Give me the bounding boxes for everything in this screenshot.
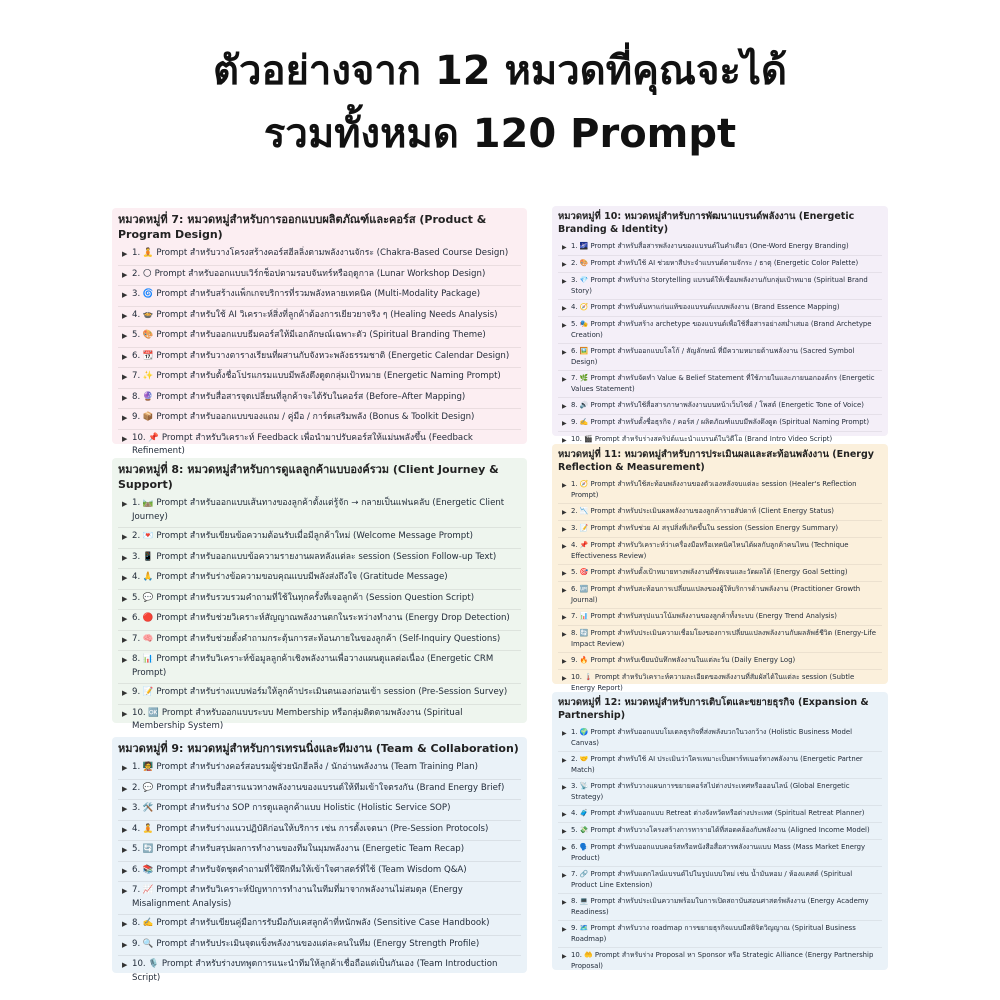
prompt-item-label: 7. 🌿 Prompt สำหรับจัดทำ Value & Belief Statement ที่ใช้ภายในและภายนอกองค์กร (Energetic Values Statement) [571, 374, 875, 393]
prompt-item-label: 4. 🧳 Prompt สำหรับออกแบบ Retreat ต่างจังหวัดหรือต่างประเทศ (Spiritual Retreat Planner) [571, 809, 865, 817]
prompt-list-item[interactable] [118, 821, 521, 842]
prompt-item-label: 3. 📝 Prompt สำหรับช่วย AI สรุปสิ่งที่เกิดขึ้นใน session (Session Energy Summary) [571, 524, 839, 532]
toggle-caret-icon[interactable]: ▶ [122, 709, 128, 718]
toggle-caret-icon[interactable]: ▶ [122, 764, 128, 772]
prompt-item-label: 2. 📉 Prompt สำหรับประเมินผลพลังงานของลูกค้ารายสัปดาห์ (Client Energy Status) [571, 507, 834, 515]
toggle-caret-icon[interactable]: ▶ [122, 352, 128, 361]
prompt-list-item[interactable] [558, 609, 882, 626]
toggle-caret-icon[interactable]: ▶ [562, 261, 567, 268]
toggle-caret-icon[interactable]: ▶ [122, 270, 128, 279]
prompt-item-label: 2. 💌 Prompt สำหรับเขียนข้อความต้อนรับเมื่อมีลูกค้าใหม่ (Welcome Message Prompt) [132, 531, 473, 541]
prompt-item-label: 8. 💻 Prompt สำหรับประเมินความพร้อมในการเปิดสถาบันสอนศาสตร์พลังงาน (Energy Academy Readiness) [571, 897, 869, 916]
toggle-caret-icon[interactable]: ▶ [562, 926, 567, 933]
prompt-list-item[interactable] [118, 915, 521, 936]
category-12-card [552, 692, 888, 970]
prompt-list-item[interactable] [118, 348, 521, 369]
prompt-item-label: 1. 🌍 Prompt สำหรับออกแบบโมเดลธุรกิจที่ส่งพลังบวกในวงกว้าง (Holistic Business Model Canvas) [571, 728, 852, 747]
toggle-caret-icon[interactable]: ▶ [122, 393, 128, 402]
toggle-caret-icon[interactable]: ▶ [122, 689, 128, 697]
prompt-item-label: 8. 📊 Prompt สำหรับวิเคราะห์ข้อมูลลูกค้าเชิงพลังงานเพื่อวางแผนดูแลต่อเนื่อง (Energetic CRM Prompt) [132, 654, 494, 678]
prompt-item-label: 5. 🎭 Prompt สำหรับสร้าง archetype ของแบรนด์เพื่อใช้สื่อสารอย่างสม่ำเสมอ (Brand Archetype Creation) [571, 320, 872, 339]
prompt-item-label: 9. 🗺️ Prompt สำหรับวาง roadmap การขยายธุรกิจแบบมีสติจิตวิญญาณ (Spiritual Business Roadmap) [571, 924, 856, 943]
toggle-caret-icon[interactable]: ▶ [122, 574, 128, 582]
prompt-list-item[interactable] [118, 800, 521, 821]
prompt-item-label: 10. 🌡️ Prompt สำหรับวิเคราะห์ความละเอียดของพลังงานที่สัมผัสได้ในแต่ละ session (Subtle Energy Report) [571, 673, 855, 692]
prompt-list-item[interactable] [118, 266, 521, 287]
prompt-list-item[interactable] [118, 368, 521, 389]
prompt-item-label: 7. ✨ Prompt สำหรับตั้งชื่อโปรแกรมแบบมีพลังดึงดูดกลุ่มเป้าหมาย (Energetic Naming Prompt) [132, 371, 501, 381]
prompt-item-label: 1. 🧭 Prompt สำหรับใช้สะท้อนพลังงานของตัวเองหลังจบแต่ละ session (Healer's Reflection Prompt) [571, 480, 857, 499]
prompt-list-item[interactable] [118, 956, 521, 988]
category-7-card [112, 208, 527, 456]
prompt-item-label: 7. 🧠 Prompt สำหรับช่วยตั้งคำถามกระตุ้นการสะท้อนภายในของลูกค้า (Self-Inquiry Questions) [132, 633, 501, 644]
prompt-item-label: 8. ✍️ Prompt สำหรับเขียนคู่มือการรับมือกับเคสลูกค้าที่หนักพลัง (Sensitive Case Handbook) [132, 918, 490, 928]
prompt-item-label: 1. 🛤️ Prompt สำหรับออกแบบเส้นทางของลูกค้าตั้งแต่รู้จัก → กลายเป็นแฟนคลับ (Energetic Client Journey) [132, 498, 505, 522]
prompt-item-label: 9. 📝 Prompt สำหรับร่างแบบฟอร์มให้ลูกค้าประเมินตนเองก่อนเข้า session (Pre-Session Survey) [132, 687, 508, 697]
prompt-item-label: 2. 🎨 Prompt สำหรับใช้ AI ช่วยหาสีประจำแบรนด์ตามจักระ / ธาตุ (Energetic Color Palette) [571, 259, 859, 267]
prompt-list-item[interactable] [118, 936, 521, 957]
prompt-item-label: 10. 🎙️ Prompt สำหรับร่างบทพูดการแนะนำทีมให้ลูกค้าเชื่อถือแต่เป็นกันเอง (Team Introduction Script) [132, 959, 498, 983]
prompt-item-label: 3. 📱 Prompt สำหรับออกแบบข้อความรายงานผลหลังแต่ละ session (Session Follow-up Text) [132, 551, 497, 562]
toggle-caret-icon[interactable]: ▶ [562, 570, 567, 577]
prompt-list-item[interactable] [118, 409, 521, 430]
prompt-list-item[interactable] [558, 521, 882, 538]
prompt-item-label: 10. 🎬 Prompt สำหรับร่างสคริปต์แนะนำแบรนด์ในวิดีโอ (Brand Intro Video Script) [571, 435, 833, 443]
prompt-item-label: 4. 🧘 Prompt สำหรับร่างแนวปฏิบัติก่อนให้บริการ เช่น การตั้งเจตนา (Pre-Session Protocols) [132, 823, 489, 834]
toggle-caret-icon[interactable]: ▶ [562, 614, 567, 621]
prompt-item-label: 6. 🔴 Prompt สำหรับช่วยวิเคราะห์สัญญาณพลังงานตกในระหว่างทำงาน (Energy Drop Detection) [132, 613, 510, 623]
category-12-list [558, 725, 882, 974]
prompt-list-item[interactable] [118, 430, 521, 462]
prompt-item-label: 6. 🗣️ Prompt สำหรับออกแบบคอร์สหรือหนังสือสื่อสารพลังงานแบบ Mass (Mass Market Energy Product) [571, 843, 866, 862]
prompt-list-item[interactable] [558, 582, 882, 609]
toggle-caret-icon[interactable]: ▶ [122, 784, 128, 793]
toggle-caret-icon[interactable]: ▶ [122, 635, 128, 644]
prompt-list-item[interactable] [558, 779, 882, 806]
toggle-caret-icon[interactable]: ▶ [562, 675, 567, 682]
prompt-item-label: 5. 💬 Prompt สำหรับรวบรวมคำถามที่ใช้ในทุกครั้งที่เจอลูกค้า (Session Question Script) [132, 592, 475, 603]
prompt-list-item[interactable] [558, 538, 882, 565]
prompt-item-label: 2. 🌕 Prompt สำหรับออกแบบเวิร์กช็อปตามรอบจันทร์หรือฤดูกาล (Lunar Workshop Design) [132, 268, 486, 279]
prompt-list-item[interactable] [558, 256, 882, 273]
prompt-list-item[interactable] [118, 569, 521, 590]
prompt-item-label: 9. ✍️ Prompt สำหรับตั้งชื่อธุรกิจ / คอร์ส / ผลิตภัณฑ์แบบมีพลังดึงดูด (Spiritual Naming Prompt) [571, 418, 870, 426]
prompt-list-item[interactable] [558, 840, 882, 867]
toggle-caret-icon[interactable]: ▶ [562, 376, 567, 383]
prompt-list-item[interactable] [558, 371, 882, 398]
toggle-caret-icon[interactable]: ▶ [122, 332, 128, 340]
prompt-list-item[interactable] [558, 398, 882, 415]
category-11-card [552, 444, 888, 692]
toggle-caret-icon[interactable]: ▶ [562, 872, 567, 879]
prompt-list-item[interactable] [118, 286, 521, 307]
toggle-caret-icon[interactable]: ▶ [562, 845, 567, 852]
prompt-list-item[interactable] [558, 317, 882, 344]
prompt-item-label: 6. 📆 Prompt สำหรับวางตารางเรียนที่ผสานกับจังหวะพลังธรรมชาติ (Energetic Calendar Design) [132, 350, 510, 361]
prompt-list-item[interactable] [558, 867, 882, 894]
prompt-list-item[interactable] [558, 725, 882, 752]
prompt-list-item[interactable] [118, 307, 521, 328]
category-10-list [558, 239, 882, 448]
toggle-caret-icon[interactable]: ▶ [122, 825, 128, 834]
prompt-item-label: 3. 🌀 Prompt สำหรับสร้างแพ็กเกจบริการที่รวมพลังหลายเทคนิค (Multi-Modality Package) [132, 289, 481, 299]
toggle-caret-icon[interactable]: ▶ [562, 543, 567, 550]
category-9-card [112, 737, 527, 983]
prompt-list-item[interactable] [558, 504, 882, 521]
toggle-caret-icon[interactable]: ▶ [562, 658, 567, 665]
toggle-caret-icon[interactable]: ▶ [562, 828, 567, 835]
toggle-caret-icon[interactable]: ▶ [122, 920, 128, 928]
prompt-list-item[interactable] [118, 705, 521, 737]
prompt-list-item[interactable] [558, 653, 882, 670]
toggle-caret-icon[interactable]: ▶ [562, 730, 567, 737]
prompt-item-label: 5. 🎯 Prompt สำหรับตั้งเป้าหมายทางพลังงานที่ชัดเจนและวัดผลได้ (Energy Goal Setting) [571, 568, 848, 576]
toggle-caret-icon[interactable]: ▶ [562, 349, 567, 356]
prompt-list-item[interactable] [558, 823, 882, 840]
category-11-list [558, 477, 882, 696]
prompt-list-item[interactable] [118, 327, 521, 348]
prompt-list-item[interactable] [118, 841, 521, 862]
prompt-list-item[interactable] [558, 344, 882, 371]
prompt-list-item[interactable] [118, 882, 521, 915]
prompt-list-item[interactable] [558, 273, 882, 300]
toggle-caret-icon[interactable]: ▶ [122, 533, 128, 541]
toggle-caret-icon[interactable]: ▶ [122, 961, 128, 969]
page-headline [0, 40, 1000, 166]
toggle-caret-icon[interactable]: ▶ [562, 631, 567, 638]
prompt-item-label: 5. 💸 Prompt สำหรับวางโครงสร้างการหารายได้ที่สอดคล้องกับพลังงาน (Aligned Income Model) [571, 826, 870, 834]
prompt-list-item[interactable] [118, 528, 521, 549]
toggle-caret-icon[interactable]: ▶ [122, 656, 128, 664]
prompt-item-label: 8. 🔊 Prompt สำหรับใช้สื่อสารภาษาพลังงานบนหน้าเว็บไซต์ / โพสต์ (Energetic Tone of Voice) [571, 401, 864, 409]
prompt-list-item[interactable] [118, 780, 521, 801]
toggle-caret-icon[interactable]: ▶ [122, 434, 128, 443]
prompt-list-item[interactable] [558, 948, 882, 974]
toggle-caret-icon[interactable]: ▶ [122, 940, 128, 949]
prompt-item-label: 4. 🧭 Prompt สำหรับค้นหาแก่นแท้ของแบรนด์แบบพลังงาน (Brand Essence Mapping) [571, 303, 840, 311]
prompt-item-label: 3. 📡 Prompt สำหรับวางแผนการขยายคอร์สไปต่างประเทศหรือออนไลน์ (Global Energetic Strategy) [571, 782, 850, 801]
prompt-item-label: 7. 🔗 Prompt สำหรับแตกไลน์แบรนด์ไปในรูปแบบใหม่ เช่น น้ำมันหอม / ห้องแคสต์ (Spiritual Product Line Extension) [571, 870, 853, 889]
prompt-list-item[interactable] [558, 477, 882, 504]
prompt-list-item[interactable] [118, 495, 521, 528]
toggle-caret-icon[interactable]: ▶ [562, 811, 567, 818]
prompt-item-label: 3. 🛠️ Prompt สำหรับร่าง SOP การดูแลลูกค้าแบบ Holistic (Holistic Service SOP) [132, 803, 451, 813]
prompt-item-label: 8. 🔮 Prompt สำหรับสื่อสารจุดเปลี่ยนที่ลูกค้าจะได้รับในคอร์ส (Before–After Mapping) [132, 391, 466, 402]
prompt-list-item[interactable] [558, 626, 882, 653]
toggle-caret-icon[interactable]: ▶ [562, 420, 567, 427]
toggle-caret-icon[interactable]: ▶ [122, 373, 128, 381]
toggle-caret-icon[interactable]: ▶ [562, 322, 567, 329]
toggle-caret-icon[interactable]: ▶ [122, 594, 128, 603]
prompt-list-item[interactable] [558, 894, 882, 921]
category-7-list [118, 245, 521, 462]
prompt-item-label: 6. 🖼️ Prompt สำหรับออกแบบโลโก้ / สัญลักษณ์ ที่มีความหมายด้านพลังงาน (Sacred Symbol Design) [571, 347, 855, 366]
prompt-list-item[interactable] [558, 415, 882, 432]
prompt-item-label: 2. 💬 Prompt สำหรับสื่อสารแนวทางพลังงานของแบรนด์ให้ทีมเข้าใจตรงกัน (Brand Energy Brief) [132, 782, 505, 793]
prompt-item-label: 1. 🧘 Prompt สำหรับวางโครงสร้างคอร์สฮีลลิ่งตามพลังงานจักระ (Chakra-Based Course Design) [132, 248, 509, 258]
prompt-item-label: 10. 🤲 Prompt สำหรับร่าง Proposal หา Sponsor หรือ Strategic Alliance (Energy Partnership Proposal) [571, 951, 874, 970]
prompt-list-item[interactable] [558, 565, 882, 582]
prompt-item-label: 6. 🆙 Prompt สำหรับสะท้อนการเปลี่ยนแปลงของผู้ให้บริการด้านพลังงาน (Practitioner Growth Journal) [571, 585, 861, 604]
prompt-list-item[interactable] [118, 590, 521, 611]
prompt-item-label: 9. 🔥 Prompt สำหรับเขียนบันทึกพลังงานในแต่ละวัน (Daily Energy Log) [571, 656, 796, 664]
toggle-caret-icon[interactable]: ▶ [122, 615, 128, 623]
category-8-card [112, 458, 527, 731]
prompt-list-item[interactable] [118, 631, 521, 652]
prompt-item-label: 4. 🍲 Prompt สำหรับใช้ AI วิเคราะห์สิ่งที่ลูกค้าต้องการเยียวยาจริง ๆ (Healing Needs Analysis) [132, 309, 498, 320]
toggle-caret-icon[interactable]: ▶ [122, 414, 128, 422]
toggle-caret-icon[interactable]: ▶ [562, 509, 567, 516]
prompt-item-label: 7. 📊 Prompt สำหรับสรุปแนวโน้มพลังงานของลูกค้าทั้งระบบ (Energy Trend Analysis) [571, 612, 837, 620]
toggle-caret-icon[interactable]: ▶ [122, 846, 128, 854]
toggle-caret-icon[interactable]: ▶ [122, 500, 128, 508]
category-11-title: หมวดหมู่ที่ 11: หมวดหมู่สำหรับการประเมินผลและสะท้อนพลังงาน (Energy Reflection & Measurement) [558, 449, 874, 473]
prompt-item-label: 1. 🧑‍🏫 Prompt สำหรับร่างคอร์สอบรมผู้ช่วยนักฮีลลิ่ง / นักอ่านพลังงาน (Team Training Plan) [132, 762, 478, 772]
headline-line-2: รวมทั้งหมด 120 Prompt [263, 111, 737, 157]
category-9-list [118, 759, 521, 988]
prompt-item-label: 10. 🆗 Prompt สำหรับออกแบบระบบ Membership หรือกลุ่มติดตามพลังงาน (Spiritual Membership System) [132, 707, 463, 731]
prompt-item-label: 5. 🎨 Prompt สำหรับออกแบบธีมคอร์สให้มีเอกลักษณ์เฉพาะตัว (Spiritual Branding Theme) [132, 330, 486, 340]
toggle-caret-icon[interactable]: ▶ [562, 526, 567, 533]
toggle-caret-icon[interactable]: ▶ [122, 311, 128, 320]
prompt-list-item[interactable] [558, 239, 882, 256]
prompt-item-label: 2. 🤝 Prompt สำหรับใช้ AI ประเมินว่าใครเหมาะเป็นพาร์ทเนอร์ทางพลังงาน (Energetic Partner Match) [571, 755, 863, 774]
category-7-title: หมวดหมู่ที่ 7: หมวดหมู่สำหรับการออกแบบผลิตภัณฑ์และคอร์ส (Product & Program Design) [118, 213, 487, 241]
category-8-title: หมวดหมู่ที่ 8: หมวดหมู่สำหรับการดูแลลูกค้าแบบองค์รวม (Client Journey & Support) [118, 463, 499, 491]
prompt-item-label: 6. 📚 Prompt สำหรับจัดชุดคำถามที่ใช้ฝึกทีมให้เข้าใจศาสตร์ที่ใช้ (Team Wisdom Q&A) [132, 864, 467, 875]
prompt-item-label: 4. 🙏 Prompt สำหรับร่างข้อความขอบคุณแบบมีพลังส่งถึงใจ (Gratitude Message) [132, 572, 448, 582]
prompt-item-label: 8. 🔄 Prompt สำหรับประเมินความเชื่อมโยงของการเปลี่ยนแปลงพลังงานกับผลลัพธ์ชีวิต (Energy-Life Impact Review) [571, 629, 876, 648]
toggle-caret-icon[interactable]: ▶ [122, 805, 128, 813]
category-10-card [552, 206, 888, 444]
prompt-list-item[interactable] [558, 752, 882, 779]
prompt-list-item[interactable] [118, 389, 521, 410]
toggle-caret-icon[interactable]: ▶ [562, 784, 567, 791]
toggle-caret-icon[interactable]: ▶ [562, 899, 567, 906]
category-12-title: หมวดหมู่ที่ 12: หมวดหมู่สำหรับการเติบโตและขยายธุรกิจ (Expansion & Partnership) [558, 697, 869, 721]
toggle-caret-icon[interactable]: ▶ [122, 553, 128, 562]
toggle-caret-icon[interactable]: ▶ [562, 437, 567, 444]
toggle-caret-icon[interactable]: ▶ [562, 587, 567, 594]
toggle-caret-icon[interactable]: ▶ [122, 866, 128, 875]
toggle-caret-icon[interactable]: ▶ [562, 278, 567, 285]
toggle-caret-icon[interactable]: ▶ [562, 403, 567, 410]
toggle-caret-icon[interactable]: ▶ [562, 244, 567, 251]
prompt-item-label: 7. 📈 Prompt สำหรับวิเคราะห์ปัญหาการทำงานในทีมที่มาจากพลังงานไม่สมดุล (Energy Misalignment Analysis) [132, 885, 463, 909]
headline-line-1: ตัวอย่างจาก 12 หมวดที่คุณจะได้ [213, 48, 787, 94]
prompt-list-item[interactable] [118, 245, 521, 266]
category-10-title: หมวดหมู่ที่ 10: หมวดหมู่สำหรับการพัฒนาแบรนด์พลังงาน (Energetic Branding & Identity) [558, 211, 855, 235]
prompt-item-label: 5. 🔄 Prompt สำหรับสรุปผลการทำงานของทีมในมุมพลังงาน (Energetic Team Recap) [132, 844, 465, 854]
category-8-list [118, 495, 521, 737]
prompt-list-item[interactable] [558, 921, 882, 948]
toggle-caret-icon[interactable]: ▶ [562, 953, 567, 960]
prompt-item-label: 4. 📌 Prompt สำหรับวิเคราะห์ว่าเครื่องมือหรือเทคนิคไหนได้ผลกับลูกค้าคนไหน (Technique Effectiveness Review) [571, 541, 849, 560]
toggle-caret-icon[interactable]: ▶ [122, 250, 128, 258]
prompt-list-item[interactable] [118, 862, 521, 883]
prompt-list-item[interactable] [558, 806, 882, 823]
prompt-list-item[interactable] [118, 684, 521, 705]
prompt-list-item[interactable] [118, 651, 521, 684]
prompt-item-label: 9. 📦 Prompt สำหรับออกแบบของแถม / คู่มือ / การ์ดเสริมพลัง (Bonus & Toolkit Design) [132, 412, 475, 422]
toggle-caret-icon[interactable]: ▶ [122, 291, 128, 299]
prompt-list-item[interactable] [558, 300, 882, 317]
prompt-item-label: 10. 📌 Prompt สำหรับวิเคราะห์ Feedback เพื่อนำมาปรับคอร์สให้แม่นพลังขึ้น (Feedback Refinement) [132, 432, 473, 456]
toggle-caret-icon[interactable]: ▶ [562, 305, 567, 312]
category-9-title: หมวดหมู่ที่ 9: หมวดหมู่สำหรับการเทรนนิ่งและทีมงาน (Team & Collaboration) [118, 742, 519, 755]
prompt-item-label: 9. 🔍 Prompt สำหรับประเมินจุดแข็งพลังงานของแต่ละคนในทีม (Energy Strength Profile) [132, 938, 480, 949]
toggle-caret-icon[interactable]: ▶ [562, 482, 567, 489]
prompt-list-item[interactable] [118, 759, 521, 780]
prompt-item-label: 3. 💎 Prompt สำหรับร่าง Storytelling แบรนด์ให้เชื่อมพลังงานกับกลุ่มเป้าหมาย (Spiritual Brand Story) [571, 276, 868, 295]
prompt-list-item[interactable] [118, 610, 521, 631]
toggle-caret-icon[interactable]: ▶ [122, 887, 128, 895]
prompt-list-item[interactable] [118, 549, 521, 570]
toggle-caret-icon[interactable]: ▶ [562, 757, 567, 764]
prompt-item-label: 1. 🌌 Prompt สำหรับสื่อสารพลังงานของแบรนด์ในคำเดียว (One-Word Energy Branding) [571, 242, 849, 250]
